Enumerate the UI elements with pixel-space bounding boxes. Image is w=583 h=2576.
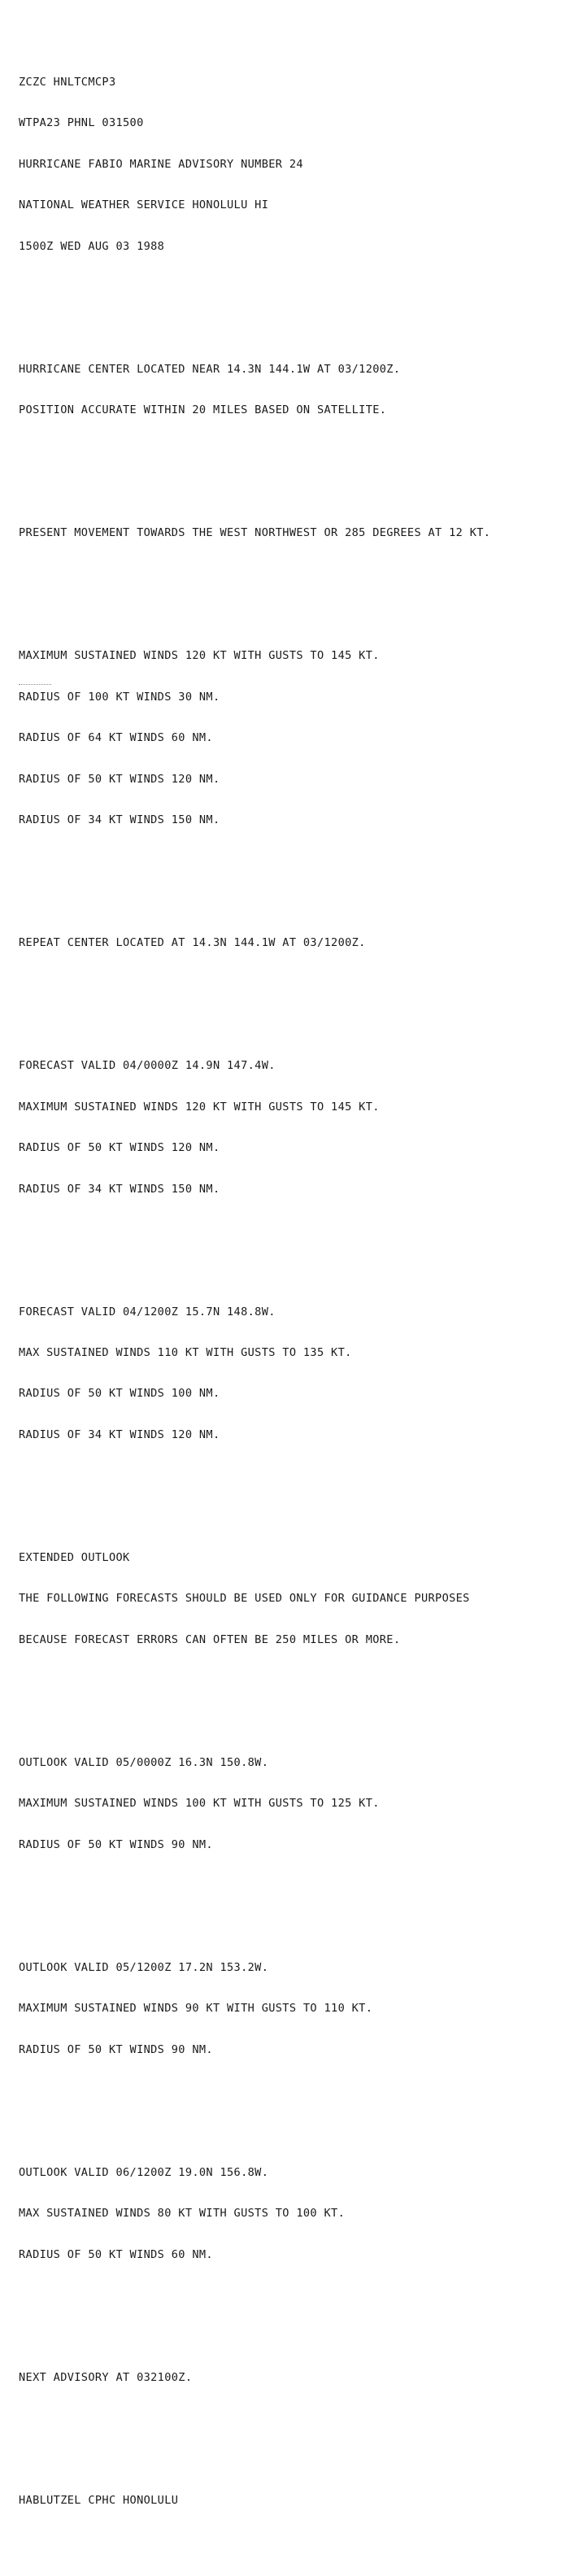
text-line: THE FOLLOWING FORECASTS SHOULD BE USED ONLY FOR GUIDANCE PURPOSES: [19, 1592, 470, 1606]
text-line: REPEAT CENTER LOCATED AT 14.3N 144.1W AT 03/1200Z.: [19, 936, 366, 950]
text-line: FORECAST VALID 04/1200Z 15.7N 148.8W.: [19, 1305, 276, 1319]
signature-block: [19, 2466, 580, 2535]
text-line: MAXIMUM SUSTAINED WINDS 120 KT WITH GUSTS TO 145 KT.: [19, 649, 380, 663]
text-line: RADIUS OF 64 KT WINDS 60 NM.: [19, 731, 213, 745]
text-line: MAX SUSTAINED WINDS 80 KT WITH GUSTS TO 100 KT.: [19, 2207, 346, 2221]
text-line: HURRICANE CENTER LOCATED NEAR 14.3N 144.1W AT 03/1200Z.: [19, 362, 401, 376]
text-line: PRESENT MOVEMENT TOWARDS THE WEST NORTHWEST OR 285 DEGREES AT 12 KT.: [19, 526, 491, 540]
outlook-block-05-0000z: [19, 1728, 580, 1879]
repeat-center-block: [19, 909, 580, 978]
text-line: BECAUSE FORECAST ERRORS CAN OFTEN BE 250 MILES OR MORE.: [19, 1632, 401, 1646]
text-line: RADIUS OF 34 KT WINDS 150 NM.: [19, 1182, 220, 1196]
present-movement-block: [19, 499, 580, 568]
text-line: OUTLOOK VALID 06/1200Z 19.0N 156.8W.: [19, 2165, 269, 2179]
text-line: OUTLOOK VALID 05/0000Z 16.3N 150.8W.: [19, 1756, 269, 1769]
forecast-block-04-0000z: [19, 1032, 580, 1223]
text-line: RADIUS OF 34 KT WINDS 120 NM.: [19, 1427, 220, 1441]
forecast-block-04-1200z: [19, 1278, 580, 1469]
extended-outlook-block: [19, 1523, 580, 1674]
text-line: RADIUS OF 50 KT WINDS 120 NM.: [19, 1141, 220, 1155]
text-line: RADIUS OF 50 KT WINDS 90 NM.: [19, 1837, 213, 1851]
center-location-block: [19, 335, 580, 444]
text-line: MAXIMUM SUSTAINED WINDS 120 KT WITH GUSTS TO 145 KT.: [19, 1100, 380, 1114]
text-line: FORECAST VALID 04/0000Z 14.9N 147.4W.: [19, 1059, 276, 1073]
page-end-mark: [19, 684, 51, 686]
header-line: NATIONAL WEATHER SERVICE HONOLULU HI: [19, 198, 269, 212]
text-line: OUTLOOK VALID 05/1200Z 17.2N 153.2W.: [19, 1960, 269, 1974]
text-line: POSITION ACCURATE WITHIN 20 MILES BASED ON SATELLITE.: [19, 403, 387, 417]
text-line: MAXIMUM SUSTAINED WINDS 90 KT WITH GUSTS TO 110 KT.: [19, 2002, 373, 2016]
header-line: ZCZC HNLTCMCP3: [19, 75, 116, 89]
text-line: RADIUS OF 50 KT WINDS 90 NM.: [19, 2042, 213, 2056]
header-line: WTPA23 PHNL 031500: [19, 116, 144, 130]
next-advisory-line: NEXT ADVISORY AT 032100Z.: [19, 2370, 193, 2384]
header-block: [19, 48, 580, 281]
advisory-title: HURRICANE FABIO MARINE ADVISORY NUMBER 24: [19, 157, 303, 171]
outlook-block-05-1200z: [19, 1933, 580, 2084]
text-line: RADIUS OF 50 KT WINDS 120 NM.: [19, 772, 220, 786]
signature-line: HABLUTZEL CPHC HONOLULU: [19, 2494, 179, 2508]
advisory-document: [19, 7, 580, 2576]
next-advisory-block: [19, 2343, 580, 2412]
text-line: MAXIMUM SUSTAINED WINDS 100 KT WITH GUSTS TO 125 KT.: [19, 1797, 380, 1811]
text-line: RADIUS OF 50 KT WINDS 60 NM.: [19, 2247, 213, 2261]
text-line: RADIUS OF 34 KT WINDS 150 NM.: [19, 813, 220, 827]
issue-time: 1500Z WED AUG 03 1988: [19, 239, 165, 253]
text-line: EXTENDED OUTLOOK: [19, 1551, 130, 1565]
text-line: RADIUS OF 50 KT WINDS 100 NM.: [19, 1387, 220, 1401]
text-line: MAX SUSTAINED WINDS 110 KT WITH GUSTS TO 135 KT.: [19, 1346, 352, 1360]
text-line: RADIUS OF 100 KT WINDS 30 NM.: [19, 690, 220, 704]
outlook-block-06-1200z: [19, 2138, 580, 2289]
current-winds-block: [19, 622, 580, 855]
